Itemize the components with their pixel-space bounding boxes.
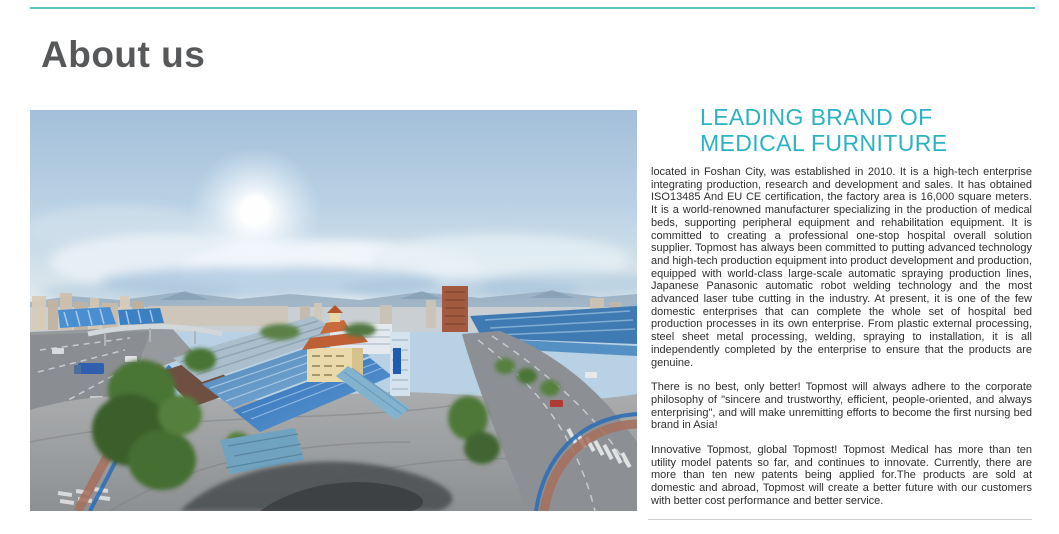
about-body bbox=[651, 166, 1032, 508]
about-text-column bbox=[651, 104, 1032, 508]
top-divider bbox=[30, 7, 1035, 9]
bottom-divider bbox=[648, 519, 1032, 520]
factory-panorama-svg bbox=[30, 110, 637, 511]
about-paragraph-2: There is no best, only better! Topmost will always adhere to the corporate philosophy of "sincere and trustworthy, efficient, people-oriented, and always enterprising", and will make unremitting efforts to become the first nursing bed brand in Asia! bbox=[651, 381, 1032, 432]
section-heading bbox=[700, 104, 1032, 156]
page-title: About us bbox=[41, 34, 206, 75]
factory-panorama-image bbox=[30, 110, 637, 511]
about-paragraph-3: Innovative Topmost, global Topmost! Topmost Medical has more than ten utility model patents so far, and continues to innovate. Currently, there are more than ten new patents being applied for.The products are sold at domestic and abroad, Topmost will create a better future with our customers with better cost performance and better service. bbox=[651, 444, 1032, 507]
section-heading-line1: LEADING BRAND OF bbox=[700, 104, 933, 130]
about-paragraph-1: located in Foshan City, was established in 2010. It is a high-tech enterprise integrating production, research and development and sales. It has obtained ISO13485 And EU CE certification, the factory area is 16,000 square meters. It is a world-renowned manufacturer specializing in the production of medical beds, supporting peripheral equipment and rehabilitation equipment. It is committed to creating a professional one-stop hospital overall solution supplier. Topmost has always been committed to putting advanced technology and high-tech production equipment into product development and production, equipped with world-class large-scale automatic spraying production lines, Japanese Panasonic automatic robot welding technology and the most advanced laser tube cutting in the industry. At present, it is one of the few domestic enterprises that can complete the whole set of hospital bed production processes in its own enterprise. From plastic external processing, steel sheet metal processing, welding, spraying to installation, it is all independently completed by the enterprise to ensure that the products are genuine. bbox=[651, 166, 1032, 369]
section-heading-line2: MEDICAL FURNITURE bbox=[700, 130, 948, 156]
